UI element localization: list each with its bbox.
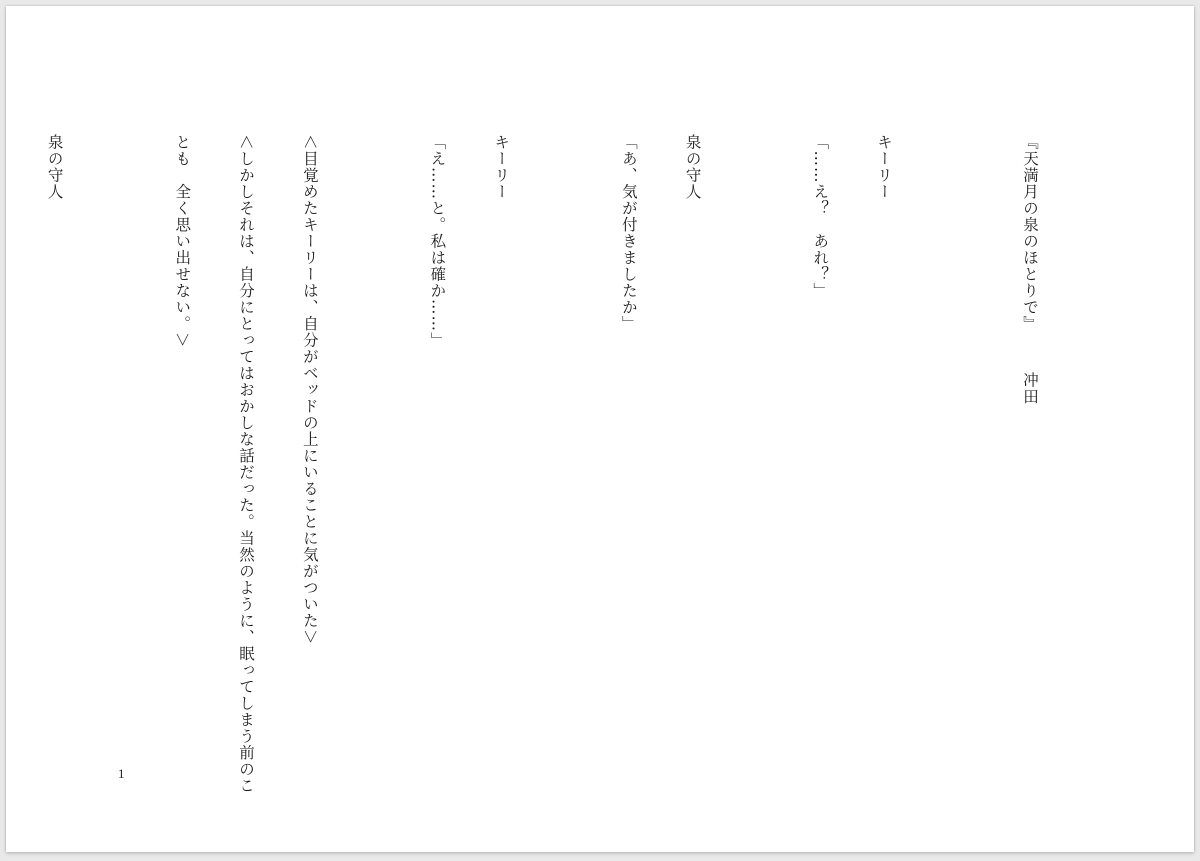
title-line [1022, 134, 1038, 744]
speaker-name: キーリー [492, 134, 511, 200]
narration-line: とも 全く思い出せない。＞ [173, 134, 192, 349]
speaker-name: 泉の守人 [45, 134, 64, 200]
speaker-name: キーリー [875, 134, 893, 200]
blank-line [557, 134, 573, 744]
page-number: 1 [118, 766, 125, 781]
speaker-name: 泉の守人 [683, 134, 702, 200]
blank-line [366, 134, 382, 744]
document-page [6, 6, 1194, 852]
vertical-text-body [0, 134, 1074, 795]
blank-line [748, 134, 764, 744]
dialogue-line: 「あ、気が付きましたか」 [619, 134, 638, 332]
document-title: 『天満月の泉のほとりで』 [1021, 134, 1039, 332]
narration-line: ＜しかしそれは、自分にとってはおかしな話だった。当然のように、眠ってしまう前のこ [237, 134, 256, 795]
narration-line: ＜目覚めたキーリーは、自分がベッドの上にいることに気がついた＞ [300, 134, 319, 646]
dialogue-line: 「……え？ あれ？」 [811, 134, 830, 299]
author-name: 冲田 [1021, 372, 1039, 405]
blank-line [110, 134, 126, 744]
dialogue-line: 「え……と。私は確か……」 [428, 134, 447, 349]
